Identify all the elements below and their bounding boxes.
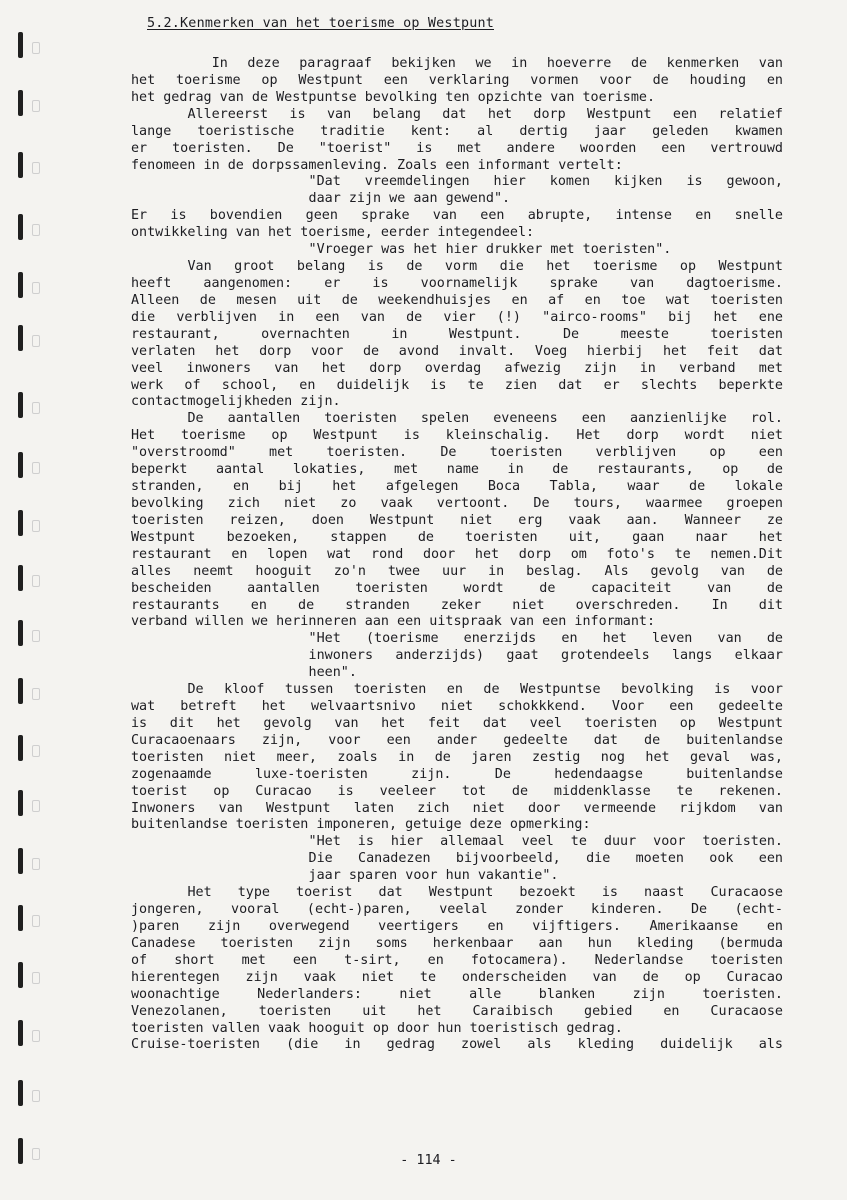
- binding-ring: [18, 678, 23, 704]
- text-line: stranden, en bij het afgelegen Boca Tabla, waar de lokale: [131, 479, 783, 495]
- text-line: het gedrag van de Westpuntse bevolking ten opzichte van toerisme.: [131, 89, 656, 105]
- binding-ring: [18, 1020, 23, 1046]
- text-line: die verblijven in een van de vier (!) "airco-rooms" bij het ene: [131, 309, 783, 325]
- text-line: buitenlandse toeristen imponeren, getuige deze opmerking:: [131, 817, 591, 833]
- text-line: "Vroeger was het hier drukker met toeristen".: [308, 242, 672, 258]
- binding-hole: [32, 1030, 40, 1042]
- binding-ring: [18, 735, 23, 761]
- text-line: toeristen reizen, doen Westpunt niet erg vaak aan. Wanneer ze: [131, 512, 783, 528]
- text-line: wat betreft het welvaartsnivo niet schokkkend. Voor een gedeelte: [131, 699, 783, 715]
- binding-hole: [32, 42, 40, 54]
- binding-hole: [32, 1090, 40, 1102]
- binding-ring: [18, 90, 23, 116]
- text-line: Het toerisme op Westpunt is kleinschalig. Het dorp wordt niet: [131, 428, 783, 444]
- text-line: "Het (toerisme enerzijds en het leven van de: [308, 631, 783, 647]
- text-line: daar zijn we aan gewend".: [308, 191, 511, 207]
- binding-ring: [18, 32, 23, 58]
- text-line: jongeren, vooral (echt-)paren, veelal zonder kinderen. De (echt-: [131, 902, 783, 918]
- binding-hole: [32, 972, 40, 984]
- section-heading: 5.2.Kenmerken van het toerisme op Westpunt: [147, 16, 494, 31]
- binding-hole: [32, 462, 40, 474]
- text-line: restaurant, overnachten in Westpunt. De meeste toeristen: [131, 326, 783, 342]
- binding-ring: [18, 452, 23, 478]
- text-line: inwoners anderzijds) gaat grotendeels langs elkaar: [308, 648, 783, 664]
- text-line: Alleen de mesen uit de weekendhuisjes en af en toe wat toeristen: [131, 292, 783, 308]
- text-line: heeft aangenomen: er is voornamelijk sprake van dagtoerisme.: [131, 275, 783, 291]
- text-line: woonachtige Nederlanders: niet alle blanken zijn toeristen.: [131, 986, 783, 1002]
- text-line: Er is bovendien geen sprake van een abrupte, intense en snelle: [131, 208, 783, 224]
- text-line: In deze paragraaf bekijken we in hoeverre de kenmerken van: [211, 56, 783, 71]
- text-line: Cruise-toeristen (die in gedrag zowel als kleding duidelijk als: [131, 1037, 783, 1053]
- text-line: De kloof tussen toeristen en de Westpuntse bevolking is voor: [187, 682, 783, 698]
- text-line: Het type toerist dat Westpunt bezoekt is naast Curacaose: [187, 885, 783, 901]
- text-line: Die Canadezen bijvoorbeeld, die moeten ook een: [308, 851, 783, 867]
- binding-hole: [32, 100, 40, 112]
- text-line: "Het is hier allemaal veel te duur voor toeristen.: [308, 834, 783, 850]
- spiral-binding: [0, 0, 60, 1200]
- binding-ring: [18, 1080, 23, 1106]
- text-line: hierentegen zijn vaak niet te onderscheiden van de op Curacao: [131, 969, 783, 985]
- binding-hole: [32, 630, 40, 642]
- text-line: beperkt aantal lokaties, met name in de restaurants, op de: [131, 462, 783, 478]
- text-line: veel inwoners van het dorp overdag afwezig zijn in verband met: [131, 360, 783, 376]
- text-line: of short met een t-sirt, en fotocamera). Nederlandse toeristen: [131, 952, 783, 968]
- text-line: Venezolanen, toeristen uit het Caraibisch gebied en Curacaose: [131, 1003, 783, 1019]
- binding-ring: [18, 962, 23, 988]
- text-line: het toerisme op Westpunt een verklaring vormen voor de houding en: [131, 72, 783, 88]
- text-line: Canadese toeristen zijn soms herkenbaar aan hun kleding (bermuda: [131, 935, 783, 951]
- binding-hole: [32, 162, 40, 174]
- text-line: lange toeristische traditie kent: al dertig jaar geleden kwamen: [131, 123, 783, 139]
- binding-hole: [32, 688, 40, 700]
- binding-ring: [18, 510, 23, 536]
- binding-ring: [18, 325, 23, 351]
- binding-hole: [32, 224, 40, 236]
- text-line: heen".: [308, 665, 357, 681]
- binding-ring: [18, 848, 23, 874]
- text-line: verlaten het dorp voor de avond invalt. Voeg hierbij het feit dat: [131, 343, 783, 359]
- text-line: verband willen we herinneren aan een uitspraak van een informant:: [131, 614, 656, 630]
- text-line: restaurants en de stranden zeker niet overschreden. In dit: [131, 597, 783, 613]
- text-line: jaar sparen voor hun vakantie".: [308, 868, 559, 884]
- text-line: toeristen niet meer, zoals in de jaren zestig nog het geval was,: [131, 749, 783, 765]
- text-line: toeristen vallen vaak hooguit op door hun toeristisch gedrag.: [131, 1020, 623, 1036]
- binding-hole: [32, 402, 40, 414]
- text-line: is dit het gevolg van het feit dat veel toeristen op Westpunt: [131, 715, 783, 731]
- binding-ring: [18, 272, 23, 298]
- text-line: Allereerst is van belang dat het dorp Westpunt een relatief: [187, 106, 783, 122]
- text-line: fenomeen in de dorpssamenleving. Zoals een informant vertelt:: [131, 157, 623, 173]
- text-line: Curacaoenaars zijn, voor een ander gedeelte dat de buitenlandse: [131, 732, 783, 748]
- text-line: ontwikkeling van het toerisme, eerder integendeel:: [131, 225, 535, 241]
- text-line: )paren zijn overwegend veertigers en vijftigers. Amerikaanse en: [131, 919, 783, 935]
- binding-hole: [32, 800, 40, 812]
- text-line: er toeristen. De "toerist" is met andere woorden een vertrouwd: [131, 140, 783, 156]
- binding-hole: [32, 915, 40, 927]
- binding-ring: [18, 214, 23, 240]
- binding-hole: [32, 335, 40, 347]
- binding-ring: [18, 620, 23, 646]
- binding-ring: [18, 790, 23, 816]
- text-line: bescheiden aantallen toeristen wordt de capaciteit van de: [131, 580, 783, 596]
- text-line: toerist op Curacao is veeleer tot de middenklasse te rekenen.: [131, 783, 783, 799]
- text-line: "Dat vreemdelingen hier komen kijken is gewoon,: [308, 174, 783, 190]
- binding-hole: [32, 282, 40, 294]
- text-line: restaurant en lopen wat rond door het dorp om foto's te nemen.Dit: [131, 546, 783, 562]
- text-line: Westpunt bezoeken, stappen de toeristen uit, gaan naar het: [131, 529, 783, 545]
- text-line: zogenaamde luxe-toeristen zijn. De hedendaagse buitenlandse: [131, 766, 783, 782]
- binding-ring: [18, 905, 23, 931]
- binding-hole: [32, 520, 40, 532]
- binding-hole: [32, 745, 40, 757]
- binding-hole: [32, 575, 40, 587]
- text-line: Van groot belang is de vorm die het toerisme op Westpunt: [187, 259, 783, 275]
- binding-hole: [32, 858, 40, 870]
- text-line: Inwoners van Westpunt laten zich niet door vermeende rijkdom van: [131, 800, 783, 816]
- text-line: werk of school, en duidelijk is te zien dat er slechts beperkte: [131, 377, 783, 393]
- binding-ring: [18, 392, 23, 418]
- binding-ring: [18, 565, 23, 591]
- text-line: contactmogelijkheden zijn.: [131, 394, 341, 410]
- binding-ring: [18, 152, 23, 178]
- body-text: [131, 56, 783, 1054]
- text-line: De aantallen toeristen spelen eveneens een aanzienlijke rol.: [187, 411, 783, 427]
- text-line: bevolking zich niet zo vaak vertoont. De tours, waarmee groepen: [131, 495, 783, 511]
- page-number: - 114 -: [400, 1153, 457, 1168]
- text-line: "overstroomd" met toeristen. De toeristen verblijven op een: [131, 445, 783, 461]
- text-line: alles neemt hooguit zo'n twee uur in beslag. Als gevolg van de: [131, 563, 783, 579]
